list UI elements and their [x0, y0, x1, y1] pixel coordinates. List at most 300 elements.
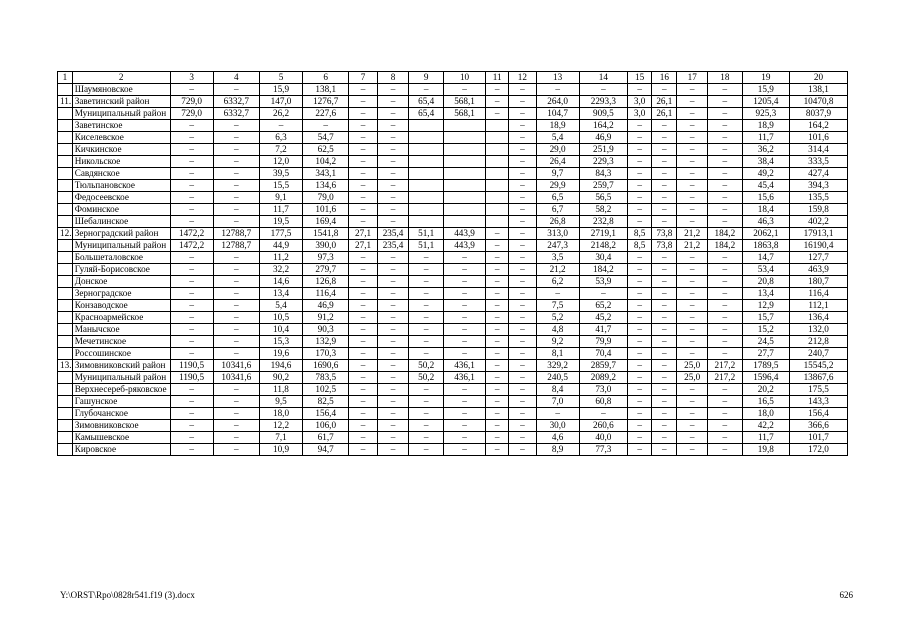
header-cell: 5: [259, 72, 302, 84]
value-cell: –: [486, 96, 509, 108]
table-row: [58, 360, 848, 372]
value-cell: –: [377, 108, 409, 120]
value-cell: 8,5: [628, 228, 652, 240]
value-cell: 112,1: [790, 300, 848, 312]
value-cell: 463,9: [790, 264, 848, 276]
value-cell: –: [349, 108, 377, 120]
value-cell: [444, 204, 486, 216]
header-cell: 13: [536, 72, 579, 84]
value-cell: 45,2: [579, 312, 627, 324]
value-cell: –: [213, 120, 259, 132]
value-cell: –: [213, 420, 259, 432]
value-cell: –: [377, 336, 409, 348]
value-cell: –: [652, 156, 677, 168]
value-cell: 9,7: [536, 168, 579, 180]
value-cell: 15,3: [259, 336, 302, 348]
value-cell: 7,2: [259, 144, 302, 156]
value-cell: –: [677, 432, 708, 444]
value-cell: –: [170, 432, 213, 444]
table-body: [58, 84, 848, 456]
value-cell: 159,8: [790, 204, 848, 216]
value-cell: –: [349, 420, 377, 432]
value-cell: –: [486, 288, 509, 300]
value-cell: –: [536, 288, 579, 300]
value-cell: –: [707, 216, 742, 228]
value-cell: –: [652, 444, 677, 456]
value-cell: [409, 168, 444, 180]
value-cell: –: [707, 396, 742, 408]
value-cell: 170,3: [303, 348, 349, 360]
value-cell: 11,7: [742, 432, 789, 444]
value-cell: 5,4: [259, 300, 302, 312]
territory-name-cell: Зимовниковское: [72, 420, 170, 432]
value-cell: –: [677, 252, 708, 264]
value-cell: –: [170, 408, 213, 420]
value-cell: –: [509, 264, 536, 276]
value-cell: –: [652, 408, 677, 420]
value-cell: –: [628, 252, 652, 264]
territory-name-cell: Глубочанское: [72, 408, 170, 420]
value-cell: 13,4: [259, 288, 302, 300]
value-cell: –: [377, 384, 409, 396]
value-cell: 84,3: [579, 168, 627, 180]
value-cell: –: [349, 300, 377, 312]
value-cell: –: [349, 132, 377, 144]
value-cell: –: [652, 312, 677, 324]
value-cell: –: [707, 204, 742, 216]
value-cell: –: [349, 216, 377, 228]
value-cell: –: [677, 192, 708, 204]
value-cell: [486, 144, 509, 156]
value-cell: 3,0: [628, 96, 652, 108]
row-number-cell: [58, 336, 73, 348]
value-cell: 443,9: [444, 240, 486, 252]
row-number-cell: [58, 408, 73, 420]
value-cell: –: [628, 288, 652, 300]
value-cell: [486, 132, 509, 144]
value-cell: –: [170, 312, 213, 324]
value-cell: –: [677, 396, 708, 408]
value-cell: 8,9: [536, 444, 579, 456]
row-number-cell: [58, 240, 73, 252]
row-number-cell: 13.: [58, 360, 73, 372]
value-cell: 2719,1: [579, 228, 627, 240]
value-cell: –: [409, 420, 444, 432]
value-cell: 1276,7: [303, 96, 349, 108]
value-cell: –: [677, 96, 708, 108]
value-cell: –: [349, 384, 377, 396]
value-cell: 42,2: [742, 420, 789, 432]
value-cell: –: [444, 384, 486, 396]
header-cell: 7: [349, 72, 377, 84]
value-cell: –: [707, 84, 742, 96]
value-cell: –: [213, 336, 259, 348]
value-cell: 26,8: [536, 216, 579, 228]
value-cell: 333,5: [790, 156, 848, 168]
value-cell: 15,6: [742, 192, 789, 204]
table-row: [58, 288, 848, 300]
value-cell: –: [652, 192, 677, 204]
row-number-cell: 12.: [58, 228, 73, 240]
value-cell: –: [486, 384, 509, 396]
value-cell: 41,7: [579, 324, 627, 336]
value-cell: [409, 132, 444, 144]
header-cell: 4: [213, 72, 259, 84]
value-cell: –: [170, 264, 213, 276]
value-cell: 7,0: [536, 396, 579, 408]
table-row: [58, 312, 848, 324]
value-cell: [444, 192, 486, 204]
value-cell: 102,5: [303, 384, 349, 396]
header-cell: 11: [486, 72, 509, 84]
value-cell: –: [213, 300, 259, 312]
value-cell: –: [652, 396, 677, 408]
value-cell: –: [509, 300, 536, 312]
value-cell: –: [377, 372, 409, 384]
value-cell: 783,5: [303, 372, 349, 384]
table-row: [58, 396, 848, 408]
value-cell: 10,9: [259, 444, 302, 456]
value-cell: [486, 120, 509, 132]
table-row: [58, 372, 848, 384]
value-cell: 16190,4: [790, 240, 848, 252]
value-cell: –: [677, 156, 708, 168]
value-cell: –: [707, 120, 742, 132]
value-cell: [409, 192, 444, 204]
value-cell: –: [677, 264, 708, 276]
value-cell: –: [652, 276, 677, 288]
value-cell: –: [409, 396, 444, 408]
value-cell: –: [707, 168, 742, 180]
value-cell: –: [707, 252, 742, 264]
table-row: [58, 84, 848, 96]
value-cell: –: [677, 408, 708, 420]
table-row: [58, 408, 848, 420]
value-cell: 11,7: [742, 132, 789, 144]
value-cell: 10470,8: [790, 96, 848, 108]
value-cell: –: [677, 84, 708, 96]
value-cell: –: [213, 168, 259, 180]
value-cell: 235,4: [377, 228, 409, 240]
value-cell: 2089,2: [579, 372, 627, 384]
value-cell: –: [213, 408, 259, 420]
value-cell: –: [170, 348, 213, 360]
row-number-cell: [58, 396, 73, 408]
value-cell: 259,7: [579, 180, 627, 192]
value-cell: –: [509, 132, 536, 144]
table-row: [58, 216, 848, 228]
value-cell: –: [509, 192, 536, 204]
value-cell: –: [377, 312, 409, 324]
value-cell: –: [509, 348, 536, 360]
value-cell: 65,2: [579, 300, 627, 312]
table-row: [58, 120, 848, 132]
header-cell: 14: [579, 72, 627, 84]
territory-name-cell: Киселевское: [72, 132, 170, 144]
value-cell: 4,6: [536, 432, 579, 444]
value-cell: 16,5: [742, 396, 789, 408]
value-cell: 1472,2: [170, 240, 213, 252]
value-cell: –: [444, 84, 486, 96]
value-cell: 77,3: [579, 444, 627, 456]
territory-name-cell: Зерноградское: [72, 288, 170, 300]
value-cell: –: [486, 276, 509, 288]
value-cell: 62,5: [303, 144, 349, 156]
value-cell: 212,8: [790, 336, 848, 348]
value-cell: –: [677, 336, 708, 348]
value-cell: 51,1: [409, 228, 444, 240]
value-cell: –: [628, 84, 652, 96]
value-cell: –: [349, 192, 377, 204]
value-cell: –: [213, 252, 259, 264]
value-cell: –: [652, 168, 677, 180]
value-cell: 1472,2: [170, 228, 213, 240]
value-cell: –: [170, 288, 213, 300]
value-cell: 9,1: [259, 192, 302, 204]
value-cell: 116,4: [303, 288, 349, 300]
value-cell: –: [628, 132, 652, 144]
value-cell: –: [707, 276, 742, 288]
value-cell: –: [509, 288, 536, 300]
value-cell: –: [170, 276, 213, 288]
value-cell: –: [579, 288, 627, 300]
value-cell: –: [509, 444, 536, 456]
value-cell: [444, 168, 486, 180]
value-cell: –: [677, 180, 708, 192]
value-cell: –: [652, 288, 677, 300]
value-cell: –: [628, 192, 652, 204]
value-cell: –: [509, 180, 536, 192]
value-cell: 90,3: [303, 324, 349, 336]
value-cell: 18,0: [259, 408, 302, 420]
value-cell: –: [349, 444, 377, 456]
value-cell: –: [509, 408, 536, 420]
value-cell: –: [409, 384, 444, 396]
value-cell: 26,1: [652, 96, 677, 108]
header-cell: 18: [707, 72, 742, 84]
value-cell: –: [486, 264, 509, 276]
value-cell: 18,4: [742, 204, 789, 216]
table-row: [58, 144, 848, 156]
value-cell: –: [486, 252, 509, 264]
value-cell: –: [349, 96, 377, 108]
value-cell: –: [409, 300, 444, 312]
value-cell: –: [628, 264, 652, 276]
value-cell: –: [349, 276, 377, 288]
value-cell: –: [677, 108, 708, 120]
value-cell: 180,7: [790, 276, 848, 288]
value-cell: 15545,2: [790, 360, 848, 372]
table-row: [58, 108, 848, 120]
value-cell: 25,0: [677, 360, 708, 372]
value-cell: –: [213, 288, 259, 300]
value-cell: –: [486, 228, 509, 240]
value-cell: –: [377, 348, 409, 360]
value-cell: –: [628, 408, 652, 420]
value-cell: 126,8: [303, 276, 349, 288]
value-cell: –: [628, 336, 652, 348]
value-cell: 65,4: [409, 108, 444, 120]
table-row: [58, 336, 848, 348]
value-cell: –: [444, 432, 486, 444]
value-cell: –: [652, 384, 677, 396]
value-cell: –: [707, 132, 742, 144]
value-cell: –: [652, 216, 677, 228]
territory-name-cell: Гуляй-Борисовское: [72, 264, 170, 276]
value-cell: –: [652, 324, 677, 336]
value-cell: 443,9: [444, 228, 486, 240]
value-cell: 116,4: [790, 288, 848, 300]
value-cell: –: [377, 192, 409, 204]
value-cell: –: [409, 324, 444, 336]
value-cell: –: [509, 84, 536, 96]
value-cell: –: [509, 420, 536, 432]
value-cell: [409, 216, 444, 228]
value-cell: –: [652, 120, 677, 132]
value-cell: 314,4: [790, 144, 848, 156]
value-cell: –: [213, 432, 259, 444]
row-number-cell: [58, 276, 73, 288]
value-cell: 343,1: [303, 168, 349, 180]
value-cell: 8,5: [628, 240, 652, 252]
value-cell: –: [213, 180, 259, 192]
value-cell: –: [628, 156, 652, 168]
value-cell: 106,0: [303, 420, 349, 432]
value-cell: 51,1: [409, 240, 444, 252]
value-cell: 217,2: [707, 372, 742, 384]
value-cell: 9,2: [536, 336, 579, 348]
value-cell: –: [509, 432, 536, 444]
value-cell: 45,4: [742, 180, 789, 192]
value-cell: –: [677, 444, 708, 456]
value-cell: 94,7: [303, 444, 349, 456]
value-cell: –: [444, 288, 486, 300]
value-cell: –: [677, 312, 708, 324]
row-number-cell: [58, 156, 73, 168]
value-cell: 20,8: [742, 276, 789, 288]
value-cell: –: [349, 180, 377, 192]
value-cell: –: [170, 204, 213, 216]
value-cell: 6,2: [536, 276, 579, 288]
value-cell: 90,2: [259, 372, 302, 384]
value-cell: –: [652, 204, 677, 216]
value-cell: 17913,1: [790, 228, 848, 240]
value-cell: –: [349, 372, 377, 384]
value-cell: 21,2: [677, 228, 708, 240]
value-cell: –: [377, 156, 409, 168]
header-cell: 8: [377, 72, 409, 84]
value-cell: –: [509, 240, 536, 252]
value-cell: –: [707, 300, 742, 312]
value-cell: 18,0: [742, 408, 789, 420]
table-row: [58, 420, 848, 432]
value-cell: –: [652, 180, 677, 192]
value-cell: –: [677, 276, 708, 288]
value-cell: –: [707, 144, 742, 156]
value-cell: 30,4: [579, 252, 627, 264]
value-cell: –: [377, 180, 409, 192]
value-cell: –: [628, 168, 652, 180]
value-cell: 10341,6: [213, 360, 259, 372]
row-number-cell: [58, 288, 73, 300]
value-cell: –: [444, 444, 486, 456]
value-cell: 240,5: [536, 372, 579, 384]
value-cell: 5,2: [536, 312, 579, 324]
value-cell: 12,9: [742, 300, 789, 312]
value-cell: –: [349, 120, 377, 132]
row-number-cell: [58, 300, 73, 312]
value-cell: –: [170, 252, 213, 264]
value-cell: 138,1: [303, 84, 349, 96]
value-cell: 14,7: [742, 252, 789, 264]
row-number-cell: [58, 432, 73, 444]
value-cell: –: [444, 348, 486, 360]
value-cell: 97,3: [303, 252, 349, 264]
value-cell: –: [213, 324, 259, 336]
territory-name-cell: Красноармейское: [72, 312, 170, 324]
value-cell: –: [509, 384, 536, 396]
value-cell: 6,5: [536, 192, 579, 204]
value-cell: 53,4: [742, 264, 789, 276]
territory-name-cell: Конзаводское: [72, 300, 170, 312]
value-cell: –: [213, 276, 259, 288]
value-cell: –: [707, 180, 742, 192]
value-cell: –: [377, 432, 409, 444]
value-cell: –: [677, 348, 708, 360]
value-cell: –: [707, 264, 742, 276]
table-row: [58, 384, 848, 396]
value-cell: [444, 144, 486, 156]
table-row: [58, 240, 848, 252]
value-cell: –: [349, 396, 377, 408]
value-cell: –: [652, 360, 677, 372]
value-cell: [409, 180, 444, 192]
value-cell: –: [509, 216, 536, 228]
value-cell: 39,5: [259, 168, 302, 180]
value-cell: 366,6: [790, 420, 848, 432]
value-cell: –: [707, 156, 742, 168]
value-cell: –: [628, 324, 652, 336]
value-cell: 12,2: [259, 420, 302, 432]
value-cell: 1205,4: [742, 96, 789, 108]
territory-name-cell: Муниципальный район: [72, 372, 170, 384]
value-cell: –: [409, 432, 444, 444]
value-cell: –: [349, 252, 377, 264]
value-cell: [444, 156, 486, 168]
value-cell: –: [707, 348, 742, 360]
value-cell: –: [170, 120, 213, 132]
value-cell: –: [652, 132, 677, 144]
value-cell: –: [628, 204, 652, 216]
header-cell: 3: [170, 72, 213, 84]
value-cell: –: [677, 384, 708, 396]
value-cell: –: [377, 96, 409, 108]
territory-name-cell: Кичкинское: [72, 144, 170, 156]
value-cell: –: [377, 264, 409, 276]
territory-name-cell: Зерноградский район: [72, 228, 170, 240]
value-cell: 104,7: [536, 108, 579, 120]
value-cell: 264,0: [536, 96, 579, 108]
value-cell: [486, 168, 509, 180]
value-cell: 58,2: [579, 204, 627, 216]
value-cell: –: [677, 204, 708, 216]
value-cell: –: [509, 228, 536, 240]
value-cell: 169,4: [303, 216, 349, 228]
value-cell: –: [628, 300, 652, 312]
value-cell: –: [509, 168, 536, 180]
value-cell: –: [377, 120, 409, 132]
value-cell: –: [349, 312, 377, 324]
